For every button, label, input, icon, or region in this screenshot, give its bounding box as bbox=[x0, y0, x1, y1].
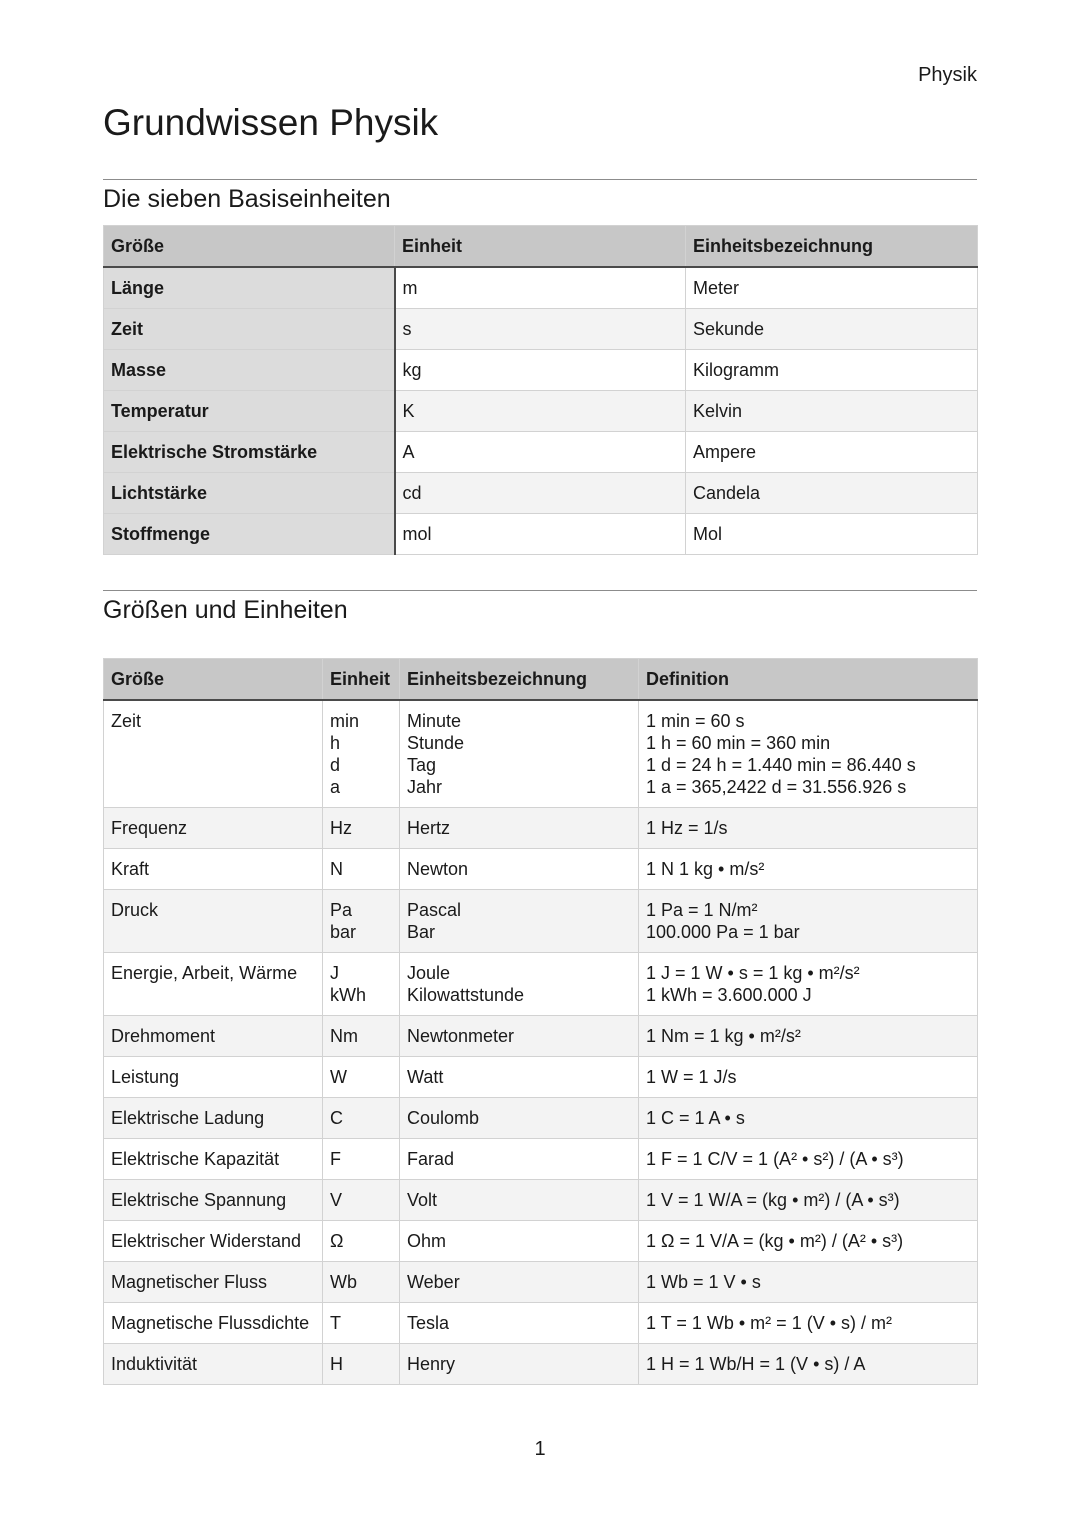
cell-unit: J kWh bbox=[323, 953, 400, 1016]
table-row bbox=[104, 432, 978, 473]
cell-unit: s bbox=[395, 309, 686, 350]
table-header-row bbox=[104, 226, 978, 268]
cell-unit: V bbox=[323, 1180, 400, 1221]
table-row bbox=[104, 309, 978, 350]
cell-quantity: Druck bbox=[104, 890, 323, 953]
cell-unit-name: Tesla bbox=[400, 1303, 639, 1344]
cell-unit-name: Volt bbox=[400, 1180, 639, 1221]
table-row bbox=[104, 1098, 978, 1139]
section-heading-base-units: Die sieben Basiseinheiten bbox=[103, 185, 391, 213]
column-header-unit-name: Einheitsbezeichnung bbox=[400, 659, 639, 701]
quantities-units-table bbox=[103, 658, 978, 1385]
cell-definition: 1 J = 1 W • s = 1 kg • m²/s² 1 kWh = 3.600.000 J bbox=[639, 953, 978, 1016]
cell-unit: A bbox=[395, 432, 686, 473]
cell-unit-name: Ohm bbox=[400, 1221, 639, 1262]
table-row bbox=[104, 350, 978, 391]
cell-quantity: Induktivität bbox=[104, 1344, 323, 1385]
cell-definition: 1 W = 1 J/s bbox=[639, 1057, 978, 1098]
table-row bbox=[104, 1262, 978, 1303]
cell-definition: 1 Pa = 1 N/m² 100.000 Pa = 1 bar bbox=[639, 890, 978, 953]
cell-unit-name: Kelvin bbox=[686, 391, 978, 432]
cell-unit-name: Pascal Bar bbox=[400, 890, 639, 953]
table-row bbox=[104, 267, 978, 309]
cell-quantity: Zeit bbox=[104, 700, 323, 808]
cell-unit: Pa bar bbox=[323, 890, 400, 953]
cell-quantity: Masse bbox=[104, 350, 395, 391]
cell-quantity: Kraft bbox=[104, 849, 323, 890]
document-title: Grundwissen Physik bbox=[103, 102, 439, 143]
table-row bbox=[104, 890, 978, 953]
cell-unit-name: Candela bbox=[686, 473, 978, 514]
cell-unit-name: Meter bbox=[686, 267, 978, 309]
page-number: 1 bbox=[534, 1438, 546, 1460]
cell-unit: Ω bbox=[323, 1221, 400, 1262]
cell-quantity: Lichtstärke bbox=[104, 473, 395, 514]
cell-unit: H bbox=[323, 1344, 400, 1385]
cell-unit: Hz bbox=[323, 808, 400, 849]
cell-quantity: Energie, Arbeit, Wärme bbox=[104, 953, 323, 1016]
column-header-unit: Einheit bbox=[395, 226, 686, 268]
cell-unit: C bbox=[323, 1098, 400, 1139]
cell-quantity: Zeit bbox=[104, 309, 395, 350]
cell-definition: 1 Wb = 1 V • s bbox=[639, 1262, 978, 1303]
table-row bbox=[104, 473, 978, 514]
cell-unit: mol bbox=[395, 514, 686, 555]
column-header-quantity: Größe bbox=[104, 659, 323, 701]
cell-quantity: Elektrische Stromstärke bbox=[104, 432, 395, 473]
cell-unit-name: Sekunde bbox=[686, 309, 978, 350]
table-row bbox=[104, 700, 978, 808]
cell-unit: Nm bbox=[323, 1016, 400, 1057]
cell-quantity: Magnetische Flussdichte bbox=[104, 1303, 323, 1344]
cell-definition: 1 F = 1 C/V = 1 (A² • s²) / (A • s³) bbox=[639, 1139, 978, 1180]
cell-quantity: Elektrische Ladung bbox=[104, 1098, 323, 1139]
table-row bbox=[104, 1057, 978, 1098]
cell-quantity: Magnetischer Fluss bbox=[104, 1262, 323, 1303]
cell-quantity: Elektrischer Widerstand bbox=[104, 1221, 323, 1262]
table-row bbox=[104, 849, 978, 890]
table-row bbox=[104, 808, 978, 849]
cell-definition: 1 N 1 kg • m/s² bbox=[639, 849, 978, 890]
table-row bbox=[104, 1221, 978, 1262]
cell-definition: 1 Nm = 1 kg • m²/s² bbox=[639, 1016, 978, 1057]
cell-quantity: Länge bbox=[104, 267, 395, 309]
table-row bbox=[104, 953, 978, 1016]
cell-definition: 1 V = 1 W/A = (kg • m²) / (A • s³) bbox=[639, 1180, 978, 1221]
table-row bbox=[104, 1139, 978, 1180]
cell-unit: N bbox=[323, 849, 400, 890]
cell-unit-name: Newtonmeter bbox=[400, 1016, 639, 1057]
cell-unit-name: Newton bbox=[400, 849, 639, 890]
cell-unit-name: Weber bbox=[400, 1262, 639, 1303]
column-header-definition: Definition bbox=[639, 659, 978, 701]
cell-quantity: Elektrische Kapazität bbox=[104, 1139, 323, 1180]
subject-label: Physik bbox=[918, 64, 977, 86]
column-header-unit: Einheit bbox=[323, 659, 400, 701]
column-header-quantity: Größe bbox=[104, 226, 395, 268]
cell-unit-name: Mol bbox=[686, 514, 978, 555]
cell-unit: F bbox=[323, 1139, 400, 1180]
table-row bbox=[104, 391, 978, 432]
base-units-table bbox=[103, 225, 978, 555]
cell-unit-name: Hertz bbox=[400, 808, 639, 849]
cell-unit-name: Joule Kilowattstunde bbox=[400, 953, 639, 1016]
cell-unit-name: Ampere bbox=[686, 432, 978, 473]
cell-unit-name: Watt bbox=[400, 1057, 639, 1098]
column-header-unit-name: Einheitsbezeichnung bbox=[686, 226, 978, 268]
cell-unit: W bbox=[323, 1057, 400, 1098]
table-row bbox=[104, 1180, 978, 1221]
cell-definition: 1 T = 1 Wb • m² = 1 (V • s) / m² bbox=[639, 1303, 978, 1344]
cell-quantity: Frequenz bbox=[104, 808, 323, 849]
cell-quantity: Stoffmenge bbox=[104, 514, 395, 555]
cell-unit-name: Kilogramm bbox=[686, 350, 978, 391]
divider-section-1 bbox=[103, 179, 977, 180]
table-row bbox=[104, 1303, 978, 1344]
table-row bbox=[104, 514, 978, 555]
cell-unit: kg bbox=[395, 350, 686, 391]
cell-definition: 1 C = 1 A • s bbox=[639, 1098, 978, 1139]
cell-unit: cd bbox=[395, 473, 686, 514]
cell-quantity: Temperatur bbox=[104, 391, 395, 432]
cell-definition: 1 H = 1 Wb/H = 1 (V • s) / A bbox=[639, 1344, 978, 1385]
cell-unit: m bbox=[395, 267, 686, 309]
table-header-row bbox=[104, 659, 978, 701]
cell-quantity: Elektrische Spannung bbox=[104, 1180, 323, 1221]
cell-definition: 1 Hz = 1/s bbox=[639, 808, 978, 849]
cell-unit: Wb bbox=[323, 1262, 400, 1303]
cell-unit: min h d a bbox=[323, 700, 400, 808]
cell-quantity: Drehmoment bbox=[104, 1016, 323, 1057]
cell-unit-name: Minute Stunde Tag Jahr bbox=[400, 700, 639, 808]
cell-unit-name: Farad bbox=[400, 1139, 639, 1180]
section-heading-quantities-units: Größen und Einheiten bbox=[103, 596, 348, 624]
cell-definition: 1 min = 60 s 1 h = 60 min = 360 min 1 d = 24 h = 1.440 min = 86.440 s 1 a = 365,2422 d = 31.556.926 s bbox=[639, 700, 978, 808]
table-row bbox=[104, 1344, 978, 1385]
cell-definition: 1 Ω = 1 V/A = (kg • m²) / (A² • s³) bbox=[639, 1221, 978, 1262]
cell-unit-name: Henry bbox=[400, 1344, 639, 1385]
cell-unit: T bbox=[323, 1303, 400, 1344]
cell-unit: K bbox=[395, 391, 686, 432]
table-row bbox=[104, 1016, 978, 1057]
divider-section-2 bbox=[103, 590, 977, 591]
cell-unit-name: Coulomb bbox=[400, 1098, 639, 1139]
cell-quantity: Leistung bbox=[104, 1057, 323, 1098]
